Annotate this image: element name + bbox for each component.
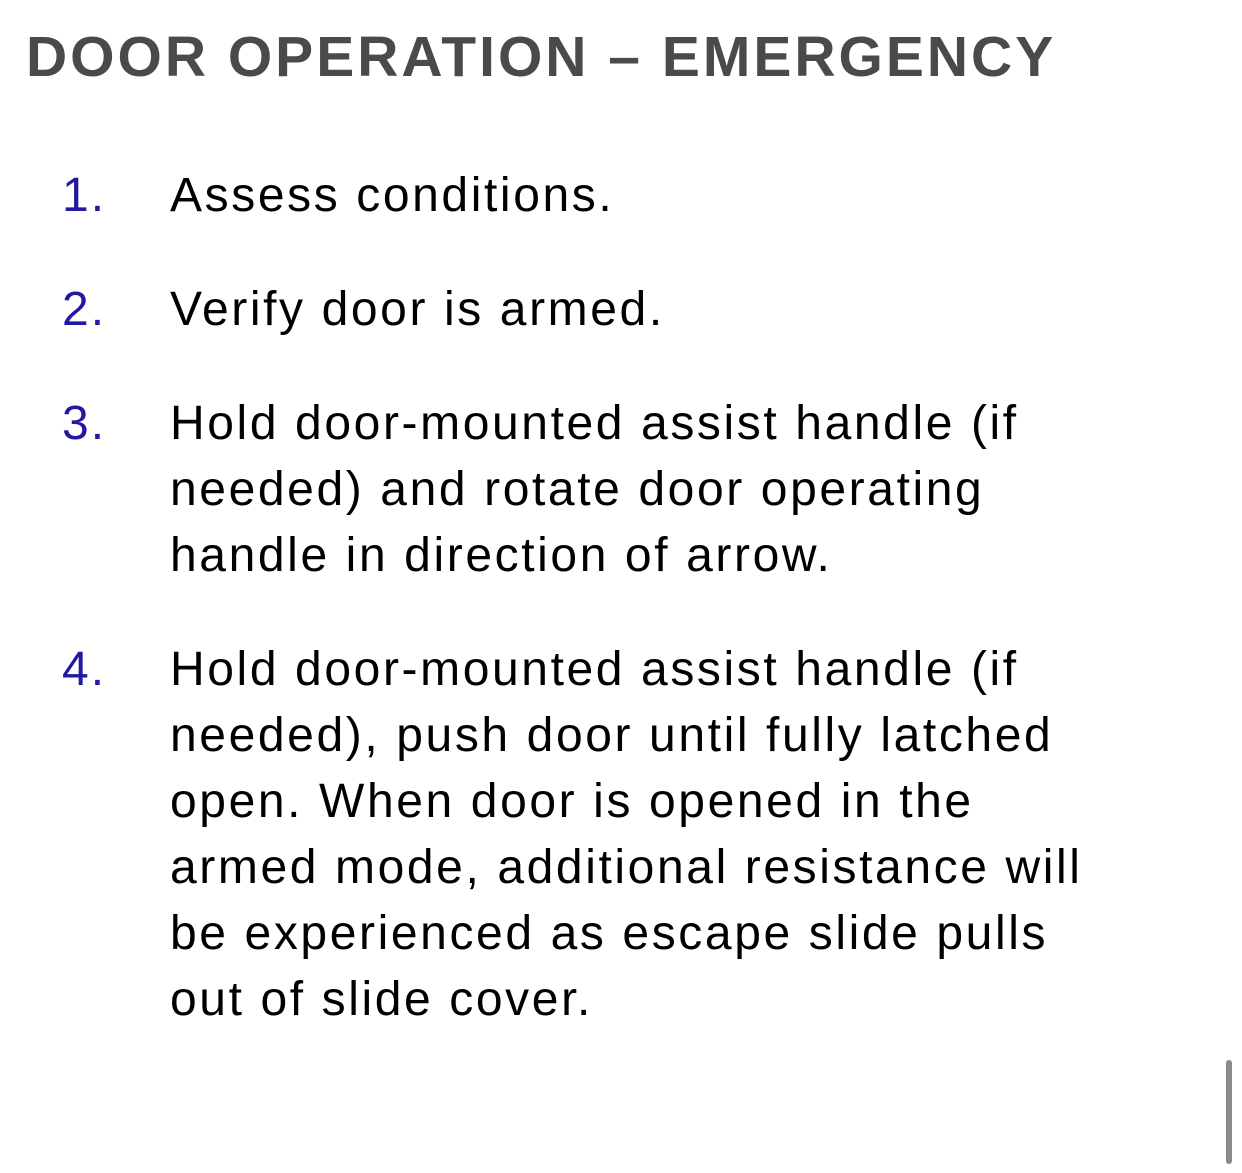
page-title: DOOR OPERATION – EMERGENCY bbox=[26, 25, 1057, 89]
list-item bbox=[0, 277, 1200, 343]
step-text: Hold door-mounted assist handle (if needed), push door until fully latched open. When door is opened in the armed mode, additional resistance will be experienced as escape slide pulls out of slide cover. bbox=[170, 643, 1083, 1026]
list-item bbox=[0, 391, 1200, 589]
scrollbar[interactable] bbox=[1226, 1060, 1232, 1164]
step-text: Hold door-mounted assist handle (if needed) and rotate door operating handle in direction of arrow. bbox=[170, 397, 1019, 582]
step-text: Assess conditions. bbox=[170, 169, 615, 222]
list-item bbox=[0, 163, 1200, 229]
list-item bbox=[0, 637, 1200, 1033]
step-number: 3. bbox=[62, 397, 107, 450]
step-text: Verify door is armed. bbox=[170, 283, 665, 336]
steps-list bbox=[0, 163, 1200, 1081]
step-number: 4. bbox=[62, 643, 107, 696]
step-number: 1. bbox=[62, 169, 107, 222]
step-number: 2. bbox=[62, 283, 107, 336]
